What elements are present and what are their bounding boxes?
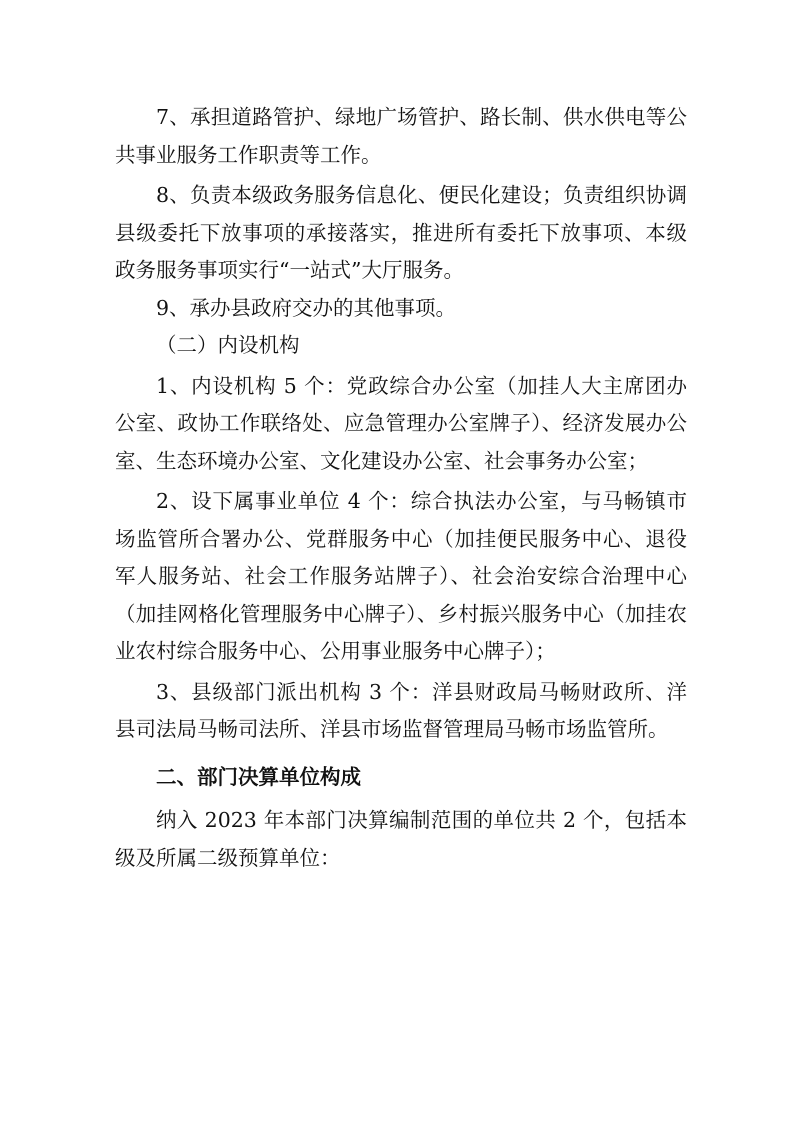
paragraph-internal-3: 3、县级部门派出机构 3 个：洋县财政局马畅财政所、洋县司法局马畅司法所、洋县市场监督管理局马畅市场监管所。 bbox=[115, 679, 687, 741]
section-subheading: （二）内设机构 bbox=[156, 333, 300, 357]
paragraph-item-7: 7、承担道路管护、绿地广场管护、路长制、供水供电等公共事业服务工作职责等工作。 bbox=[115, 105, 687, 167]
document-page bbox=[115, 99, 687, 877]
paragraph-scope: 纳入 2023 年本部门决算编制范围的单位共 2 个，包括本级及所属二级预算单位： bbox=[115, 808, 687, 870]
section-heading: 二、部门决算单位构成 bbox=[156, 764, 361, 789]
paragraph-item-8: 8、负责本级政务服务信息化、便民化建设；负责组织协调县级委托下放事项的承接落实，推进所有委托下放事项、本级政务服务事项实行“一站式”大厅服务。 bbox=[115, 183, 687, 282]
paragraph-internal-1: 1、内设机构 5 个：党政综合办公室（加挂人大主席团办公室、政协工作联络处、应急管理办公室牌子）、经济发展办公室、生态环境办公室、文化建设办公室、社会事务办公室； bbox=[115, 373, 687, 473]
paragraph-internal-2: 2、设下属事业单位 4 个：综合执法办公室，与马畅镇市场监管所合署办公、党群服务中心（加挂便民服务中心、退役军人服务站、社会工作服务站牌子）、社会治安综合治理中心（加挂网格化管理服务中心牌子）、乡村振兴服务中心（加挂农业农村综合服务中心、公用事业服务中心牌子）； bbox=[115, 489, 687, 663]
paragraph-item-9: 9、承办县政府交办的其他事项。 bbox=[156, 295, 457, 320]
